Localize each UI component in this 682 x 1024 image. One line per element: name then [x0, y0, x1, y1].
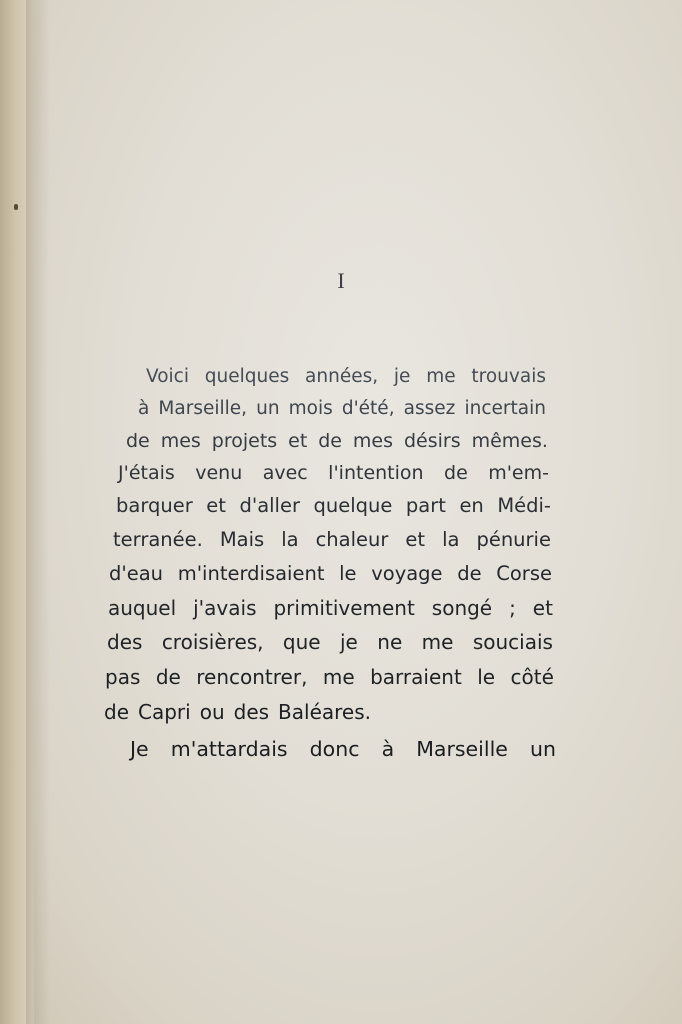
word: m'attardais	[170, 737, 288, 761]
word: pénurie	[476, 528, 551, 551]
word: Baléares.	[278, 700, 372, 724]
word: Médi-	[497, 494, 551, 517]
word: mes	[160, 430, 201, 452]
word: chaleur	[315, 528, 389, 551]
word: et	[288, 430, 308, 452]
word: me	[426, 366, 456, 387]
word: Mais	[219, 528, 265, 551]
word: barquer	[116, 494, 193, 517]
word: Marseille,	[158, 398, 248, 419]
word: songé	[431, 596, 493, 620]
word: projets	[211, 430, 278, 452]
word: Je	[130, 737, 149, 761]
word: quelque	[313, 494, 393, 517]
word: de	[457, 562, 482, 585]
word: de	[318, 430, 342, 452]
word: le	[477, 665, 496, 689]
word: un	[256, 398, 280, 419]
word: la	[281, 528, 299, 551]
word: que	[282, 630, 321, 654]
word: de	[126, 430, 150, 452]
word: ou	[199, 700, 225, 724]
text-line	[146, 365, 546, 389]
word: donc	[309, 737, 360, 761]
word: venu	[195, 462, 243, 484]
word: mes	[352, 430, 394, 452]
word: barraient	[370, 665, 462, 689]
word: me	[421, 630, 454, 654]
text-line	[116, 494, 551, 518]
word: avec	[262, 462, 308, 484]
text-line	[126, 429, 548, 453]
word: m'em-	[488, 462, 549, 484]
word: d'aller	[239, 494, 300, 517]
word: ;	[509, 596, 516, 620]
chapter-number: I	[337, 268, 345, 293]
word: j'avais	[193, 596, 257, 620]
word: mois	[288, 398, 333, 419]
word: et	[206, 494, 226, 517]
text-line	[113, 528, 551, 552]
text-line	[107, 630, 553, 654]
word: souciais	[472, 630, 553, 654]
text-line	[138, 397, 546, 421]
word: auquel	[108, 596, 177, 620]
word: mêmes.	[471, 430, 548, 452]
word: désirs	[403, 430, 461, 452]
word: à	[138, 398, 150, 419]
word: J'étais	[118, 462, 175, 484]
word: des	[107, 630, 143, 654]
word: d'été,	[341, 398, 395, 419]
text-line	[108, 596, 553, 620]
word: le	[339, 562, 357, 585]
word: je	[393, 366, 411, 387]
word: je	[340, 630, 358, 654]
word: la	[442, 528, 460, 551]
text-line	[118, 461, 549, 485]
word: incertain	[464, 398, 546, 419]
word: quelques	[204, 366, 290, 387]
word: me	[322, 665, 355, 689]
text-line	[104, 700, 371, 724]
word: un	[529, 737, 556, 761]
word: de	[155, 665, 181, 689]
word: primitivement	[273, 596, 415, 620]
word: voyage	[371, 562, 443, 585]
word: Marseille	[416, 737, 508, 761]
word: ne	[377, 630, 403, 654]
word: Capri	[138, 700, 191, 724]
word: années,	[305, 366, 379, 387]
word: Voici	[146, 366, 189, 387]
word: et	[532, 596, 553, 620]
word: terranée.	[113, 528, 203, 551]
text-line	[130, 737, 556, 761]
word: de	[444, 462, 468, 484]
word: des	[233, 700, 270, 724]
word: m'interdisaient	[177, 562, 325, 585]
word: pas	[105, 665, 141, 689]
word: de	[104, 700, 129, 724]
word: l'intention	[328, 462, 424, 484]
word: part	[405, 494, 446, 517]
word: rencontrer,	[196, 665, 308, 689]
word: d'eau	[109, 562, 164, 585]
text-line	[105, 665, 554, 689]
word: côté	[510, 665, 554, 689]
word: et	[405, 528, 426, 551]
text-line	[109, 562, 552, 586]
word: trouvais	[471, 366, 546, 387]
word: croisières,	[161, 630, 264, 654]
word: en	[459, 494, 484, 517]
word: assez	[403, 398, 456, 419]
word: à	[381, 737, 395, 761]
word: Corse	[496, 562, 552, 585]
